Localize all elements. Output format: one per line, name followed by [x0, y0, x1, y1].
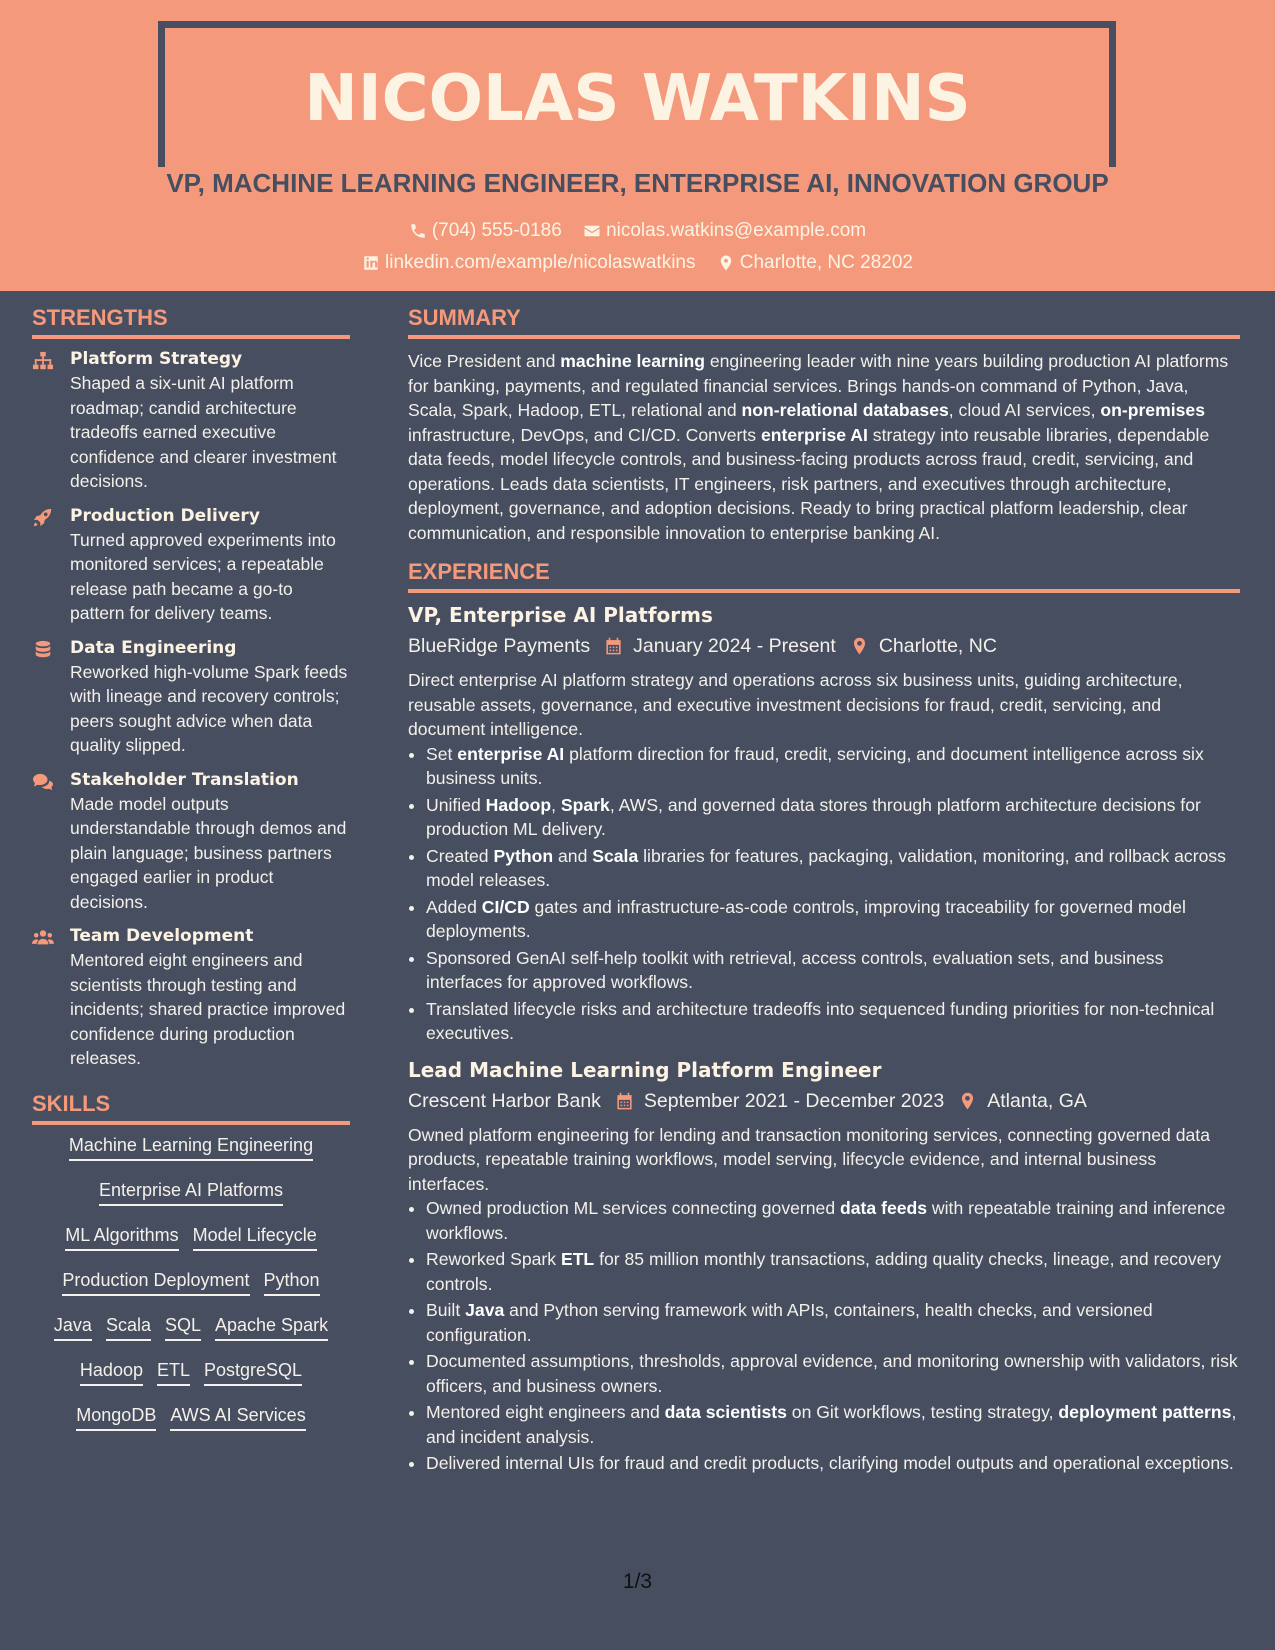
text-run: Built — [426, 1300, 466, 1320]
text-run: Translated lifecycle risks and architecture tradeoffs into sequenced funding priorities for non-technical executives. — [426, 998, 1215, 1043]
database-icon — [32, 638, 58, 758]
skill-tag: Python — [264, 1270, 320, 1296]
linkedin-text: linkedin.com/example/nicolaswatkins — [385, 252, 696, 273]
skills-heading: SKILLS — [32, 1091, 350, 1125]
text-run: Owned production ML services connecting governed — [426, 1198, 841, 1218]
summary-heading: SUMMARY — [408, 305, 1240, 339]
strength-title: Stakeholder Translation — [70, 769, 299, 790]
job-company: Crescent Harbor Bank — [408, 1089, 601, 1112]
strength-title: Production Delivery — [70, 505, 260, 526]
skill-tag: PostgreSQL — [204, 1360, 302, 1386]
email-text: nicolas.watkins@example.com — [606, 220, 867, 241]
map-marker-icon — [958, 1092, 977, 1111]
highlighted-term: on-premises — [1100, 400, 1205, 420]
strength-item — [32, 770, 350, 915]
text-run: Created — [426, 845, 494, 866]
job-bullet — [426, 1196, 1240, 1245]
text-run: Reworked Spark — [426, 1249, 561, 1269]
text-run: gates and infrastructure-as-code controls, improving traceability for governed model deployments. — [426, 896, 1186, 941]
job-title: VP, Enterprise AI Platforms — [408, 603, 713, 627]
job-bullet — [426, 997, 1240, 1046]
location-item — [717, 252, 913, 274]
job-description: Direct enterprise AI platform strategy and operations across six business units, guiding architecture, reusable assets, governance, and executive investment decisions for fraud, credit, servicing, and document intelligence. — [408, 670, 1183, 739]
highlighted-term: data scientists — [664, 1402, 787, 1422]
job-company: BlueRidge Payments — [408, 635, 591, 657]
strength-item — [32, 349, 350, 494]
highlighted-term: machine learning — [560, 351, 705, 371]
skills-row — [36, 1360, 346, 1405]
text-run: libraries for features, packaging, validation, monitoring, and rollback across model releases. — [426, 845, 1226, 890]
skill-tag: Apache Spark — [215, 1315, 328, 1341]
map-marker-icon — [850, 637, 869, 656]
job-bullet — [426, 1451, 1240, 1476]
text-run: Mentored eight engineers and — [426, 1402, 665, 1422]
text-run: and Python serving framework with APIs, containers, health checks, and versioned configuration. — [426, 1300, 1153, 1345]
strength-body — [70, 770, 350, 915]
skill-tag: MongoDB — [76, 1405, 156, 1431]
text-run: Documented assumptions, thresholds, approval evidence, and monitoring ownership with validators, risk officers, and business owners. — [426, 1351, 1238, 1396]
job-bullet — [426, 1349, 1240, 1398]
text-run: on Git workflows, testing strategy, — [786, 1402, 1059, 1422]
summary-text — [408, 349, 1240, 545]
job-bullet — [426, 1247, 1240, 1296]
job-bullets — [408, 742, 1240, 1046]
contact-row-1 — [0, 220, 1275, 246]
skill-tag: Production Deployment — [62, 1270, 249, 1296]
resume-header — [0, 0, 1275, 291]
highlighted-term: ETL — [560, 1249, 595, 1269]
skills-row — [36, 1315, 346, 1360]
job-description: Owned platform engineering for lending and transaction monitoring services, connecting governed data products, repeatable training workflows, model serving, lifecycle evidence, and internal business interfaces. — [408, 1124, 1210, 1194]
strength-body — [70, 506, 350, 626]
left-column — [32, 305, 350, 1450]
comments-icon — [32, 770, 58, 915]
text-run: Unified — [426, 794, 486, 815]
highlighted-term: Hadoop — [485, 794, 552, 815]
strength-item — [32, 506, 350, 626]
page-number: 1/3 — [622, 1570, 653, 1593]
highlighted-term: non-relational databases — [741, 400, 949, 420]
skill-tag: Model Lifecycle — [193, 1225, 317, 1251]
text-run: infrastructure, DevOps, and CI/CD. Converts — [408, 424, 761, 445]
job-bullets — [408, 1196, 1240, 1476]
sitemap-icon — [32, 349, 58, 494]
experience-heading: EXPERIENCE — [408, 559, 1240, 593]
job-bullet — [426, 793, 1240, 842]
linkedin-item[interactable] — [362, 252, 695, 274]
envelope-icon — [583, 222, 601, 240]
text-run: platform direction for fraud, credit, servicing, and document intelligence across six business units. — [426, 743, 1204, 788]
highlighted-term: enterprise AI — [457, 743, 565, 764]
highlighted-term: data feeds — [840, 1198, 928, 1218]
skills-list — [32, 1135, 350, 1450]
job-location: Charlotte, NC — [878, 635, 997, 657]
skill-tag: ETL — [157, 1360, 190, 1386]
highlighted-term: CI/CD — [481, 896, 530, 917]
job-title: Lead Machine Learning Platform Engineer — [408, 1057, 882, 1082]
strength-text: Made model outputs understandable through demos and plain language; business partners engaged earlier in product decisions. — [70, 793, 347, 912]
skills-row — [36, 1270, 346, 1315]
calendar-icon — [615, 1092, 634, 1111]
strengths-heading: STRENGTHS — [32, 305, 350, 339]
contact-row-2 — [0, 252, 1275, 278]
job-bullet — [426, 1400, 1240, 1449]
text-run: strategy into reusable libraries, dependable data feeds, model lifecycle controls, and business-facing products across fraud, credit, servicing, and operations. Leads data scientists, IT engineers, risk partners, and executives through architecture, deployment, governance, and adoption decisions. Ready to bring practical platform leadership, clear communication, and responsible innovation to enterprise banking AI. — [408, 424, 1210, 543]
strength-body — [70, 926, 350, 1071]
job-dates: January 2024 - Present — [633, 635, 836, 657]
job-bullet — [426, 742, 1240, 791]
job-bullet — [426, 946, 1240, 995]
skill-tag: SQL — [165, 1315, 201, 1341]
text-run: , AWS, and governed data stores through platform architecture decisions for production ML delivery. — [426, 794, 1201, 839]
strength-item — [32, 638, 350, 758]
phone-icon — [409, 222, 427, 240]
text-run: Added — [426, 896, 482, 917]
skills-row — [36, 1225, 346, 1270]
users-icon — [32, 926, 58, 1071]
text-run: with repeatable training and inference workflows. — [426, 1198, 1226, 1243]
strength-body — [70, 638, 350, 758]
text-run: , cloud AI services, — [948, 400, 1101, 420]
text-run: , and incident analysis. — [426, 1402, 1237, 1447]
skill-tag: Enterprise AI Platforms — [99, 1180, 283, 1206]
job-bullet — [426, 844, 1240, 893]
linkedin-icon — [362, 254, 380, 272]
strength-title: Data Engineering — [70, 637, 237, 658]
location-text: Charlotte, NC 28202 — [739, 252, 913, 273]
text-run: Sponsored GenAI self-help toolkit with retrieval, access controls, evaluation sets, and business interfaces for approved workflows. — [426, 947, 1164, 992]
skill-tag: Machine Learning Engineering — [69, 1135, 313, 1161]
skill-tag: Scala — [106, 1315, 151, 1341]
rocket-icon — [32, 506, 58, 626]
text-run: for 85 million monthly transactions, adding quality checks, lineage, and recovery controls. — [426, 1249, 1222, 1294]
skill-tag: Java — [54, 1315, 92, 1341]
skills-row — [36, 1405, 346, 1450]
skill-tag: Hadoop — [80, 1360, 143, 1386]
strength-text: Shaped a six-unit AI platform roadmap; candid architecture tradeoffs earned executive confidence and clearer investment decisions. — [70, 373, 337, 491]
strength-text: Reworked high-volume Spark feeds with lineage and recovery controls; peers sought advice when data quality slipped. — [70, 661, 348, 755]
skill-tag: AWS AI Services — [170, 1405, 305, 1431]
skills-row — [36, 1180, 346, 1225]
right-column — [408, 305, 1240, 1484]
job-entry — [408, 603, 1240, 1046]
highlighted-term: enterprise AI — [760, 424, 868, 445]
highlighted-term: Python — [493, 845, 554, 866]
strength-text: Turned approved experiments into monitored services; a repeatable release path became a go-to pattern for delivery teams. — [70, 529, 336, 623]
job-bullet — [426, 1298, 1240, 1347]
text-run: Delivered internal UIs for fraud and credit products, clarifying model outputs and operational exceptions. — [426, 1453, 1234, 1473]
text-run: and — [553, 845, 593, 866]
candidate-name: NICOLAS WATKINS — [304, 62, 971, 136]
email-item[interactable] — [583, 220, 866, 242]
job-dates: September 2021 - December 2023 — [643, 1089, 945, 1112]
job-meta — [408, 1090, 1240, 1113]
job-entry — [408, 1058, 1240, 1476]
strength-title: Team Development — [70, 926, 254, 946]
skills-row — [36, 1135, 346, 1180]
highlighted-term: Spark — [560, 794, 610, 815]
phone-text: (704) 555-0186 — [431, 220, 562, 241]
text-run: , — [551, 794, 561, 815]
highlighted-term: Java — [465, 1300, 505, 1320]
text-run: Vice President and — [408, 351, 561, 371]
strengths-list — [32, 349, 350, 1071]
calendar-icon — [604, 637, 623, 656]
job-bullet — [426, 895, 1240, 944]
candidate-title: VP, MACHINE LEARNING ENGINEER, ENTERPRISE AI, INNOVATION GROUP — [166, 168, 1109, 198]
strength-body — [70, 349, 350, 494]
text-run: engineering leader with nine years building production AI platforms for banking, payments, and regulated financial services. Brings hands-on command of Python, Java, Scala, Spark, Hadoop, ETL, relational and — [408, 351, 1229, 420]
highlighted-term: Scala — [592, 845, 639, 866]
strength-text: Mentored eight engineers and scientists through testing and incidents; shared practice improved confidence during production releases. — [70, 950, 346, 1068]
job-meta — [408, 635, 1240, 658]
highlighted-term: deployment patterns — [1058, 1402, 1232, 1422]
text-run: Set — [426, 743, 458, 764]
job-location: Atlanta, GA — [987, 1089, 1087, 1112]
skill-tag: ML Algorithms — [65, 1225, 178, 1251]
strength-item — [32, 926, 350, 1071]
map-marker-icon — [717, 254, 735, 272]
strength-title: Platform Strategy — [70, 349, 243, 369]
phone-item[interactable] — [409, 220, 562, 242]
experience-list — [408, 603, 1240, 1476]
